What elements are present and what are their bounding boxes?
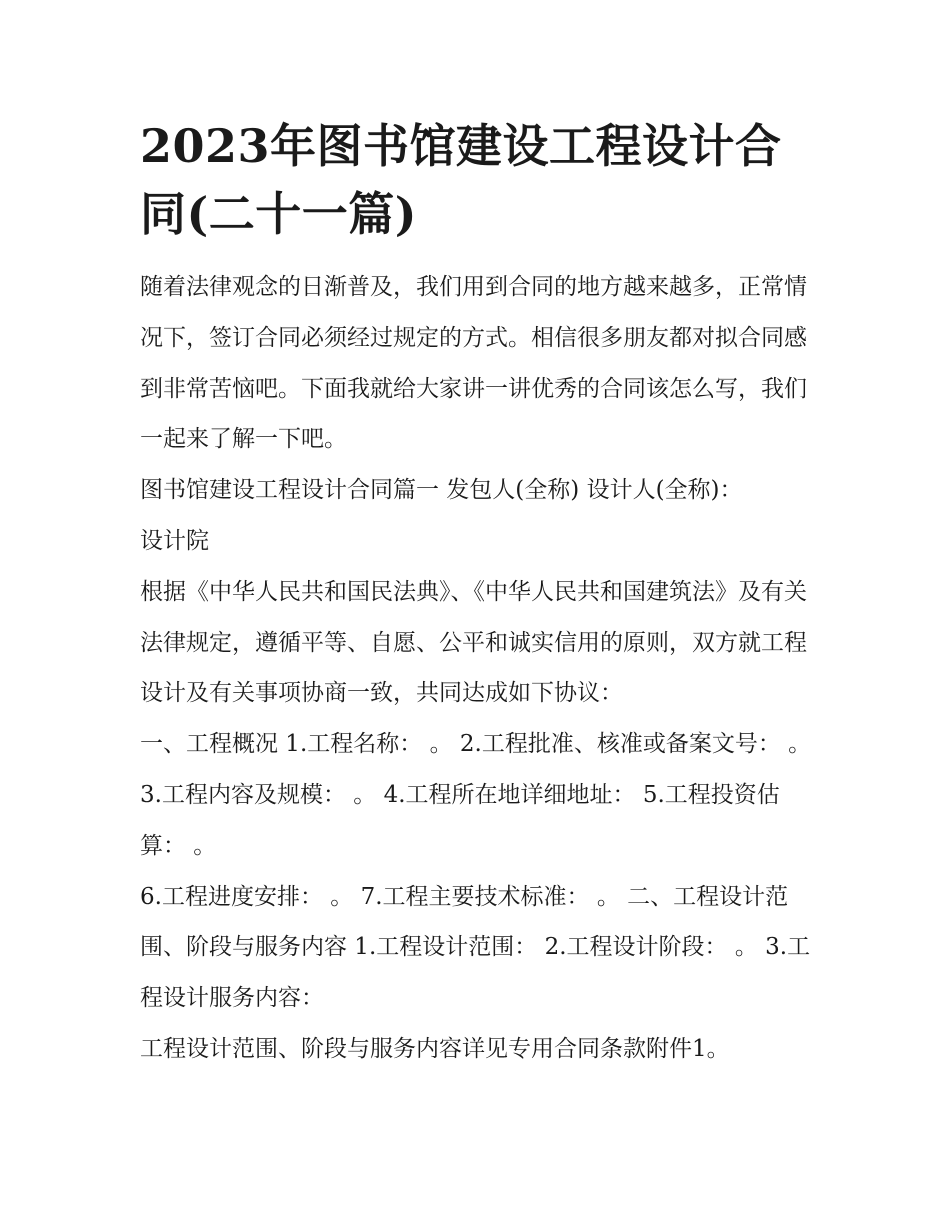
document-title: 2023年图书馆建设工程设计合同(二十一篇) bbox=[140, 119, 782, 241]
paragraph-parties: 图书馆建设工程设计合同篇一 发包人(全称) 设计人(全称)： bbox=[140, 477, 743, 504]
paragraph-design-scope: 6.工程进度安排： 。 7.工程主要技术标准： 。 二、工程设计范围、阶段与服务内容 1.工程设计范围： 2.工程设计阶段： 。 3.工程设计服务内容： bbox=[140, 883, 811, 1012]
paragraph-project-overview: 一、工程概况 1.工程名称： 。 2.工程批准、核准或备案文号： 。 3.工程内容及规模： 。 4.工程所在地详细地址： 5.工程投资估算： 。 bbox=[140, 731, 812, 859]
paragraph-designer: 设计院 bbox=[140, 527, 209, 554]
document-body bbox=[140, 112, 820, 1075]
paragraph-intro: 随着法律观念的日渐普及，我们用到合同的地方越来越多，正常情况下，签订合同必须经过规定的方式。相信很多朋友都对拟合同感到非常苦恼吧。下面我就给大家讲一讲优秀的合同该怎么写，我们一起来了解一下吧。 bbox=[140, 274, 807, 453]
paragraph-legal-basis: 根据《中华人民共和国民法典》、《中华人民共和国建筑法》及有关法律规定，遵循平等、自愿、公平和诚实信用的原则，双方就工程设计及有关事项协商一致，共同达成如下协议： bbox=[140, 578, 807, 707]
paragraph-appendix-note: 工程设计范围、阶段与服务内容详见专用合同条款附件1。 bbox=[140, 1035, 730, 1062]
